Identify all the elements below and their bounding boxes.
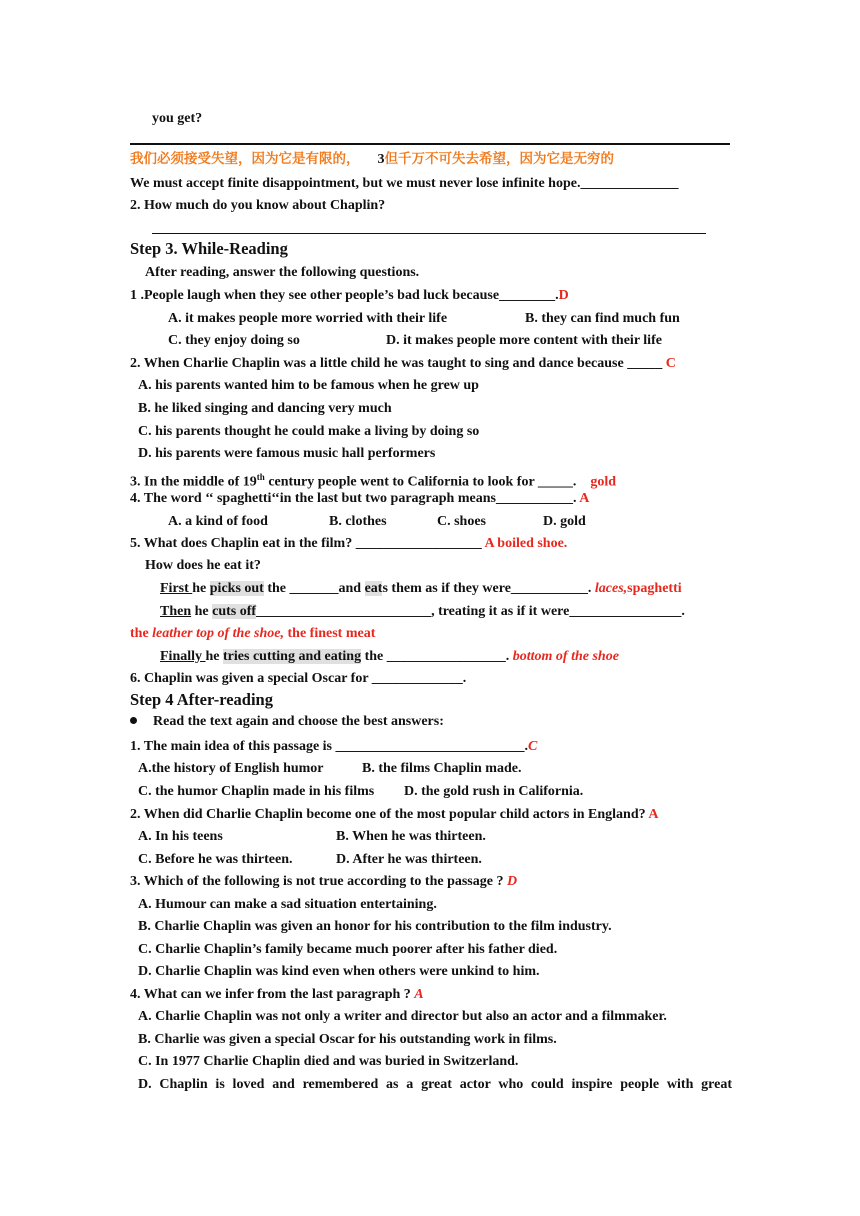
- s4-q3-answer: D: [506, 874, 518, 889]
- s4-q2-answer: A: [648, 807, 659, 822]
- s3-q5: 5. What does Chaplin eat in the film? __________________ A boiled shoe.: [130, 536, 568, 551]
- s4-q4-option-b: B. Charlie was given a special Oscar for his outstanding work in films.: [138, 1032, 557, 1047]
- chaplin-question: 2. How much do you know about Chaplin?: [130, 198, 386, 213]
- s3-q2-option-d: D. his parents were famous music hall performers: [138, 446, 436, 461]
- step3-heading: Step 3. While-Reading: [130, 239, 288, 258]
- s4-q1: 1. The main idea of this passage is ___________________________.C: [130, 739, 538, 754]
- s4-q2-option-d: D. After he was thirteen.: [336, 852, 482, 867]
- s3-q4-option-d: D. gold: [543, 514, 586, 529]
- s4-q2-option-b: B. When he was thirteen.: [336, 829, 486, 844]
- s3-q3-answer: gold: [590, 474, 617, 490]
- s4-q2-option-a: A. In his teens: [138, 829, 223, 844]
- step3-intro: After reading, answer the following questions.: [145, 265, 420, 280]
- s4-q3-option-a: A. Humour can make a sad situation entertaining.: [138, 897, 437, 912]
- bullet-dot: [130, 717, 137, 724]
- s4-q4: 4. What can we infer from the last paragraph ? A: [130, 987, 424, 1002]
- s4-q1-option-c: C. the humor Chaplin made in his films: [138, 784, 375, 799]
- s3-q5-then-answer: the leather top of the shoe, the finest meat: [130, 626, 376, 641]
- s4-q3-option-d: D. Charlie Chaplin was kind even when others were unkind to him.: [138, 964, 540, 979]
- s3-q1: 1 .People laugh when they see other people’s bad luck because________.D: [130, 288, 569, 303]
- s3-q2-option-c: C. his parents thought he could make a living by doing so: [138, 424, 480, 439]
- s4-q2: 2. When did Charlie Chaplin become one of the most popular child actors in England? A: [130, 807, 659, 822]
- s3-q4: 4. The word ‘‘ spaghetti‘‘in the last but two paragraph means___________. A: [130, 491, 590, 506]
- english-quote: We must accept finite disappointment, but we must never lose infinite hope.______________: [130, 176, 679, 191]
- s4-q1-option-d: D. the gold rush in California.: [404, 784, 584, 799]
- s4-q4-option-c: C. In 1977 Charlie Chaplin died and was buried in Switzerland.: [138, 1054, 519, 1069]
- s4-q3-option-c: C. Charlie Chaplin’s family became much poorer after his father died.: [138, 942, 558, 957]
- s3-q4-option-a: A. a kind of food: [168, 514, 268, 529]
- s3-q4-option-b: B. clothes: [329, 514, 387, 529]
- s4-q4-answer: A: [414, 987, 424, 1002]
- s3-q4-option-c: C. shoes: [437, 514, 487, 529]
- divider-line: [130, 143, 730, 145]
- s3-q3: 3. In the middle of 19th century people went to California to look for _____. gold: [130, 472, 617, 490]
- you-get-line: you get?: [152, 111, 203, 126]
- s4-q4-option-d: D. Chaplin is loved and remembered as a great actor who could inspire people with great: [138, 1077, 732, 1092]
- s4-q4-option-a: A. Charlie Chaplin was not only a writer and director but also an actor and a filmmaker.: [138, 1009, 667, 1024]
- answer-line: [152, 233, 706, 234]
- s3-q6: 6. Chaplin was given a special Oscar for _____________.: [130, 671, 467, 686]
- s3-q5-finally-line: Finally he tries cutting and eating the _________________. bottom of the shoe: [160, 649, 619, 664]
- s4-q2-option-c: C. Before he was thirteen.: [138, 852, 293, 867]
- s3-q5-first-line: First he picks out the _______and eats them as if they were___________. laces,spaghetti: [160, 581, 682, 596]
- s3-q1-option-a: A. it makes people more worried with their life: [168, 311, 448, 326]
- s3-q5-answer: A boiled shoe.: [484, 536, 568, 551]
- s4-q3: 3. Which of the following is not true according to the passage ? D: [130, 874, 518, 889]
- step4-heading: Step 4 After-reading: [130, 690, 273, 709]
- s4-q1-answer: C: [528, 739, 538, 754]
- s3-q2-option-a: A. his parents wanted him to be famous when he grew up: [138, 378, 479, 393]
- chinese-quote: 我们必须接受失望，因为它是有限的， 3但千万不可失去希望，因为它是无穷的: [130, 151, 614, 167]
- s4-q3-option-b: B. Charlie Chaplin was given an honor for his contribution to the film industry.: [138, 919, 612, 934]
- s3-q2: 2. When Charlie Chaplin was a little child he was taught to sing and dance because _____ C: [130, 356, 676, 371]
- s3-q5-then-line: Then he cuts off_________________________, treating it as if it were________________.: [160, 604, 685, 619]
- s3-q5-sub: How does he eat it?: [145, 558, 261, 573]
- s3-q1-option-b: B. they can find much fun: [525, 311, 680, 326]
- s3-q1-option-c: C. they enjoy doing so: [168, 333, 300, 348]
- s3-q2-option-b: B. he liked singing and dancing very much: [138, 401, 392, 416]
- s4-q1-option-a: A.the history of English humor: [138, 761, 324, 776]
- s3-q2-answer: C: [665, 356, 676, 371]
- s3-q1-answer: D: [558, 288, 569, 303]
- s3-q4-answer: A: [579, 491, 590, 506]
- step4-bullet: Read the text again and choose the best answers:: [130, 713, 444, 731]
- s4-q1-option-b: B. the films Chaplin made.: [362, 761, 522, 776]
- s3-q1-option-d: D. it makes people more content with their life: [386, 333, 662, 348]
